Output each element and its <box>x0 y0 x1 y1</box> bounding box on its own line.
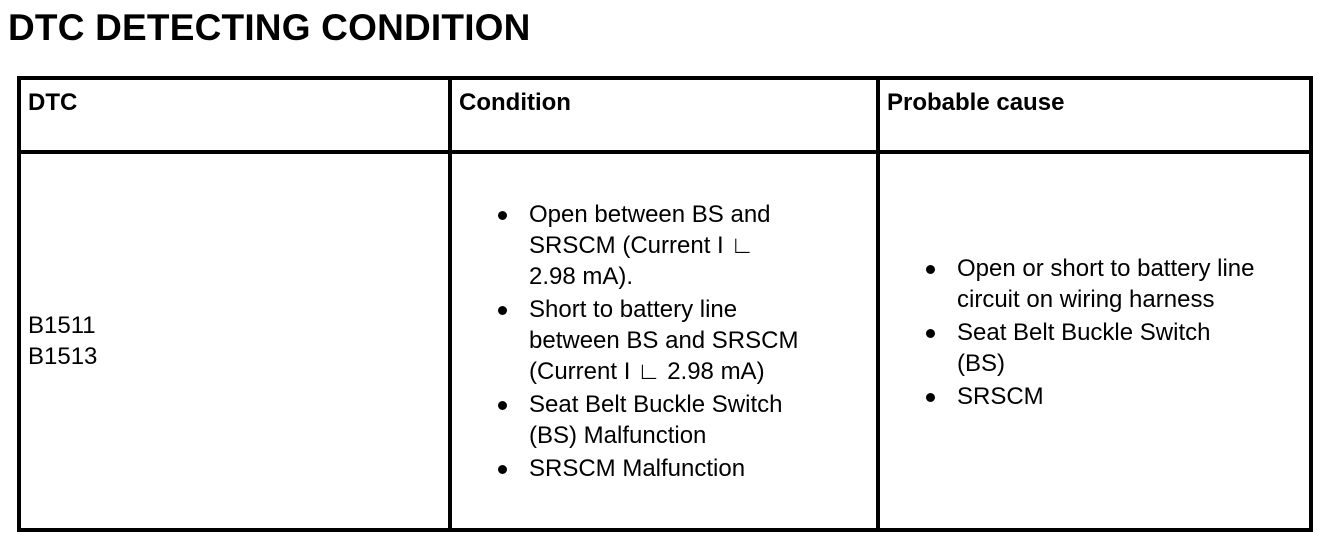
condition-text: Seat Belt Buckle Switch (BS) Malfunction <box>529 390 783 449</box>
probable-cause-item <box>957 381 1257 412</box>
probable-cause-cell <box>878 152 1311 530</box>
probable-cause-text: Seat Belt Buckle Switch (BS) <box>957 318 1211 377</box>
condition-text: Open between BS and SRSCM (Current I ∟ 2.98 mA). <box>529 200 771 290</box>
probable-cause-item <box>957 253 1257 315</box>
header-condition <box>450 78 878 152</box>
condition-text: SRSCM Malfunction <box>529 454 746 482</box>
dtc-cell <box>19 152 450 530</box>
bullet-icon <box>926 265 935 274</box>
dtc-code: B1513 <box>28 343 98 370</box>
condition-item <box>529 294 799 387</box>
dtc-table <box>17 76 1313 532</box>
table-row <box>19 152 1311 530</box>
bullet-icon <box>926 329 935 338</box>
table-header-row <box>19 78 1311 152</box>
header-condition-label: Condition <box>459 89 571 116</box>
page-title: DTC DETECTING CONDITION <box>8 7 531 48</box>
condition-item <box>529 199 799 292</box>
condition-cell <box>450 152 878 530</box>
header-probable-cause <box>878 78 1311 152</box>
condition-item <box>529 389 799 451</box>
header-probable-cause-label: Probable cause <box>887 89 1065 116</box>
condition-text: Short to battery line between BS and SRSCM (Current I ∟ 2.98 mA) <box>529 295 799 385</box>
bullet-icon <box>498 465 507 474</box>
header-dtc-label: DTC <box>28 89 78 116</box>
condition-list <box>452 199 799 484</box>
condition-item <box>529 453 799 484</box>
dtc-code: B1511 <box>28 312 96 339</box>
probable-cause-text: SRSCM <box>957 382 1044 410</box>
dtc-code-list <box>21 310 448 372</box>
bullet-icon <box>498 401 507 410</box>
probable-cause-list <box>880 253 1257 430</box>
probable-cause-text: Open or short to battery line circuit on wiring harness <box>957 254 1255 313</box>
bullet-icon <box>498 306 507 315</box>
bullet-icon <box>498 211 507 220</box>
header-dtc <box>19 78 450 152</box>
bullet-icon <box>926 393 935 402</box>
probable-cause-item <box>957 317 1257 379</box>
